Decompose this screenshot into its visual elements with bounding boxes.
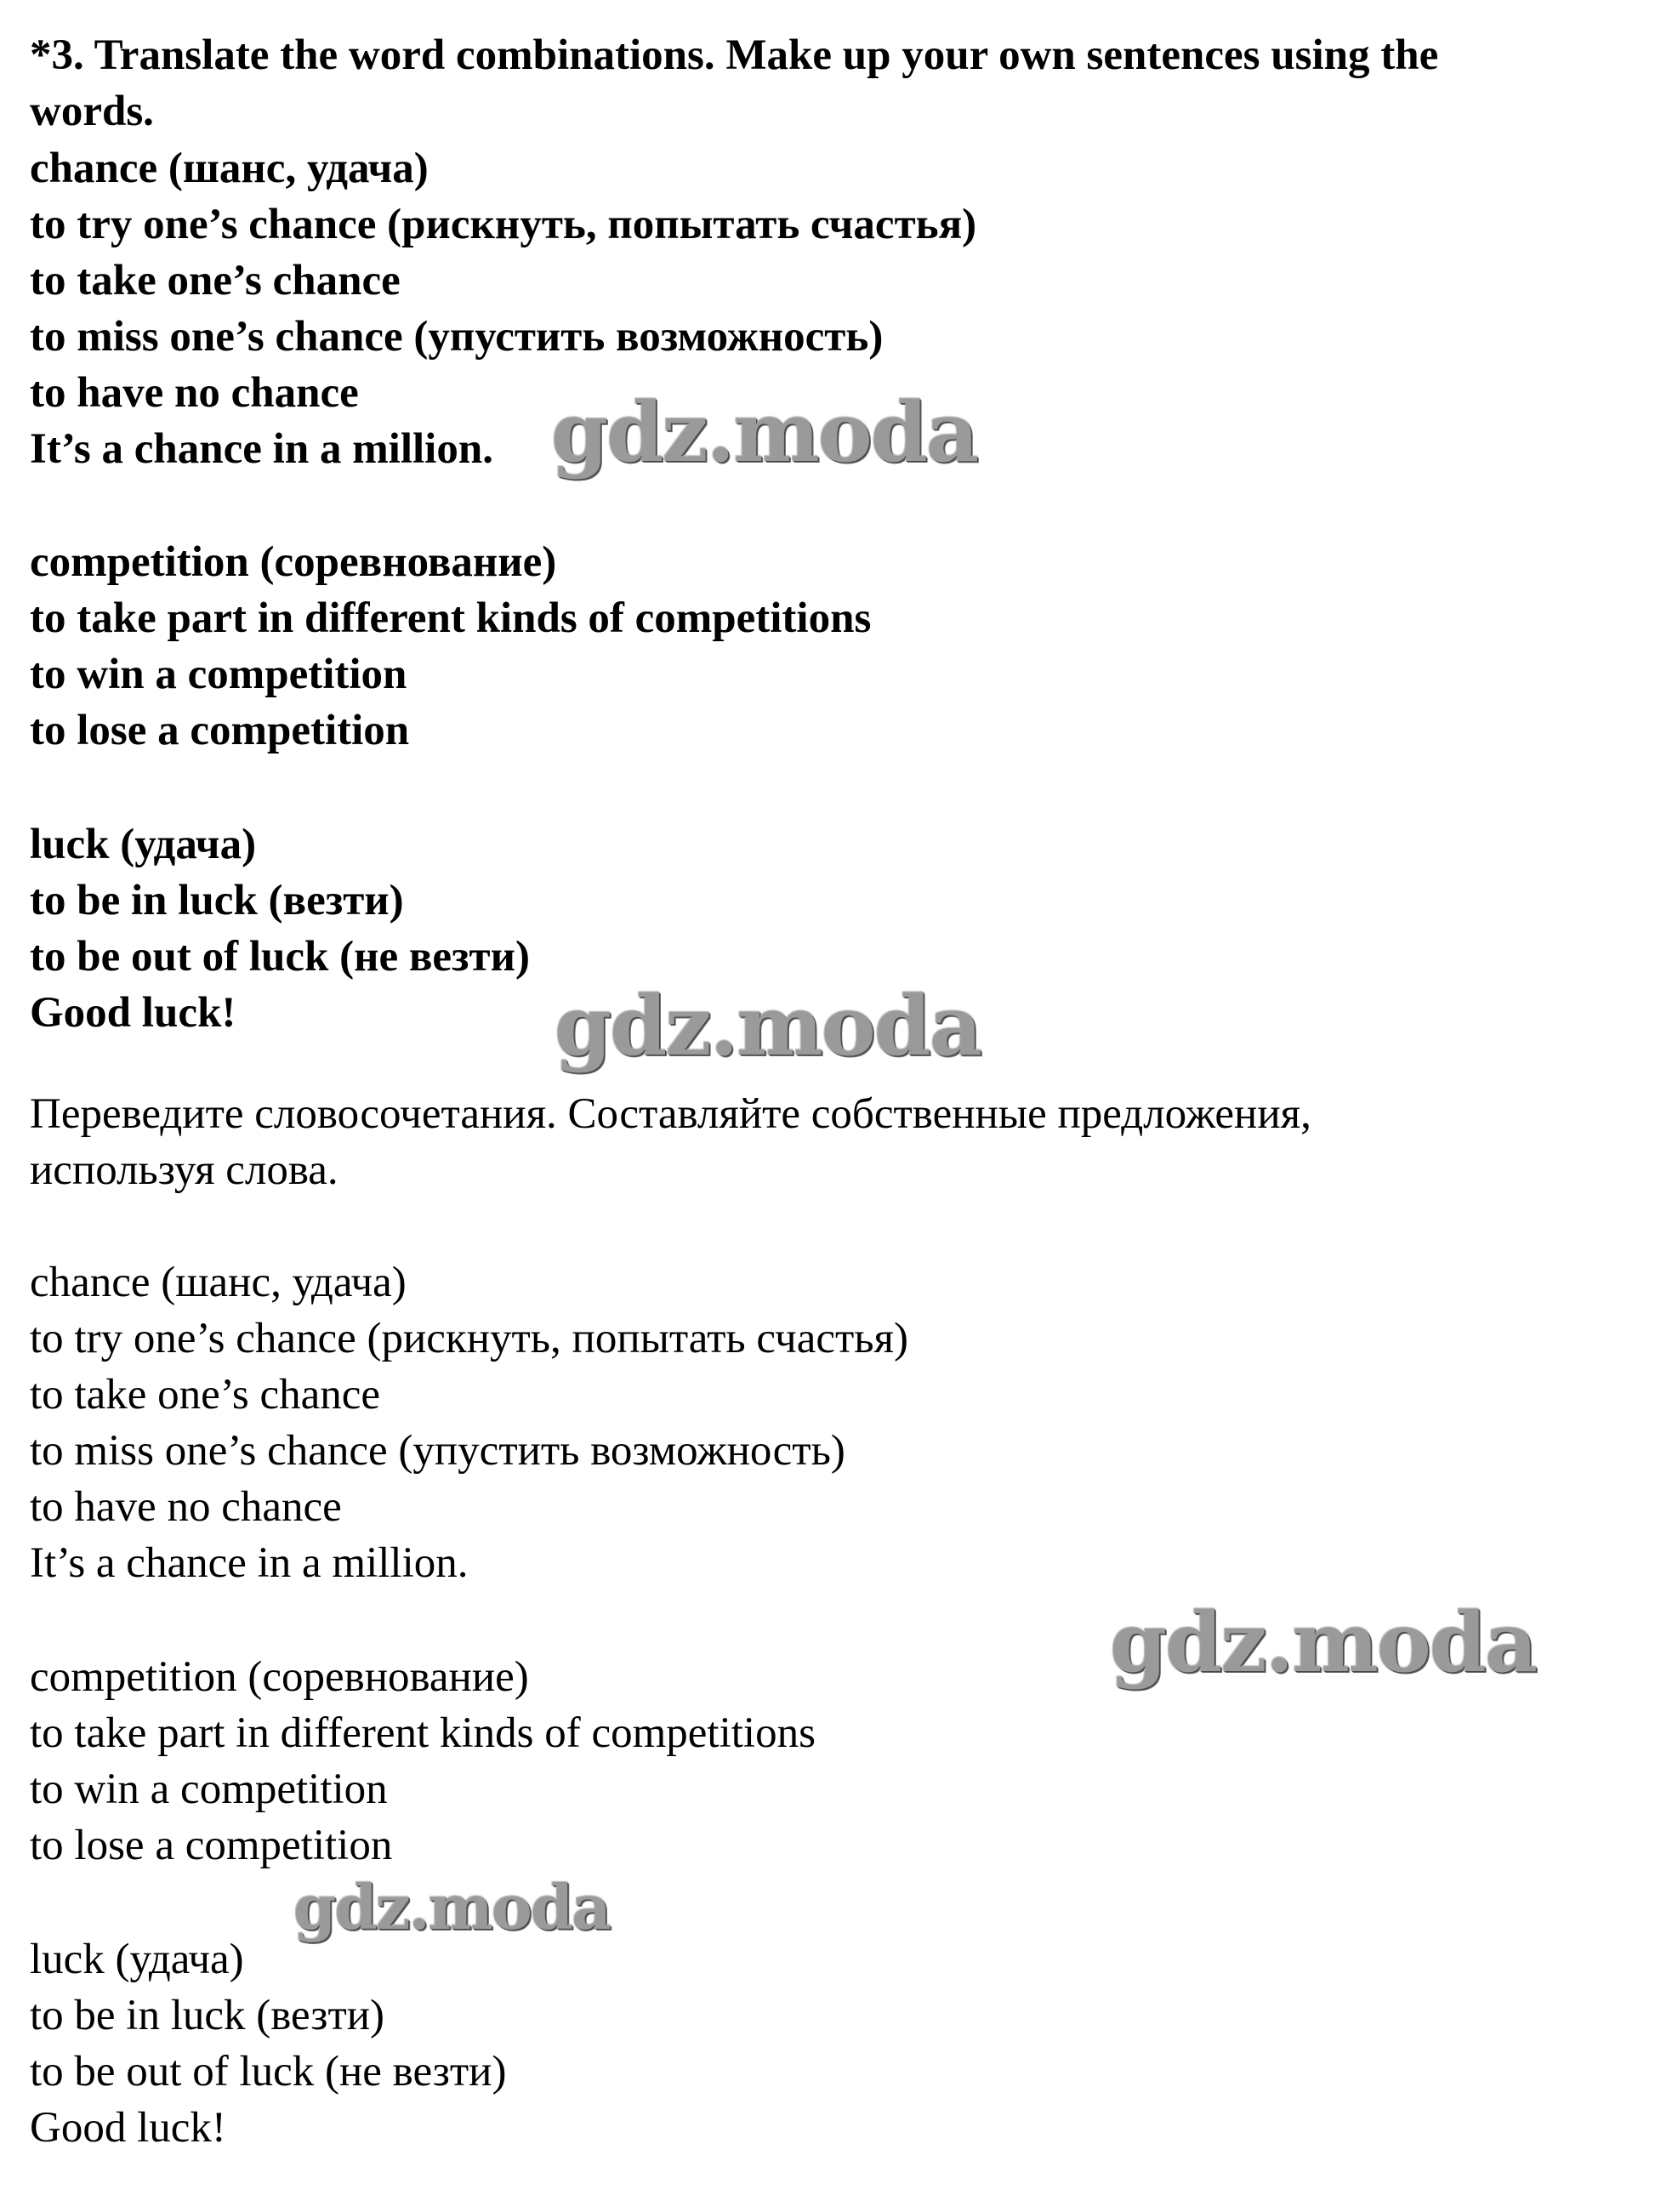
translation-instruction-line-1: Переведите словосочетания. Составляйте собственные предложения,	[30, 1090, 1311, 1138]
luck-line: Good luck!	[30, 2104, 226, 2152]
bold-luck-line: luck (удача)	[30, 821, 257, 868]
competition-line: to lose a competition	[30, 1822, 393, 1869]
luck-line: luck (удача)	[30, 1936, 244, 1983]
competition-line: to take part in different kinds of competitions	[30, 1709, 816, 1757]
competition-line: to win a competition	[30, 1766, 388, 1813]
watermark-logo: gdz.moda	[551, 384, 978, 480]
competition-line: competition (соревнование)	[30, 1653, 529, 1701]
bold-luck-line: Good luck!	[30, 989, 236, 1037]
chance-line: to try one’s chance (рискнуть, попытать счастья)	[30, 1315, 908, 1362]
chance-line: It’s a chance in a million.	[30, 1539, 469, 1587]
bold-luck-line: to be in luck (везти)	[30, 877, 404, 924]
bold-competition-line: to win a competition	[30, 651, 407, 698]
bold-chance-line: to take one’s chance	[30, 257, 401, 304]
bold-chance-line: to have no chance	[30, 369, 359, 417]
translation-instruction-line-2: используя слова.	[30, 1146, 338, 1194]
bold-chance-line: chance (шанс, удача)	[30, 145, 429, 192]
chance-line: to have no chance	[30, 1483, 342, 1531]
chance-line: to take one’s chance	[30, 1371, 381, 1419]
bold-chance-line: It’s a chance in a million.	[30, 425, 493, 473]
watermark-logo: gdz.moda	[1110, 1595, 1537, 1691]
luck-line: to be in luck (везти)	[30, 1992, 385, 2039]
chance-line: chance (шанс, удача)	[30, 1259, 407, 1306]
watermark-logo: gdz.moda	[293, 1871, 610, 1943]
bold-chance-line: to miss one’s chance (упустить возможность)	[30, 313, 884, 361]
exercise-heading-line-2: words.	[30, 88, 154, 135]
chance-line: to miss one’s chance (упустить возможность)	[30, 1427, 845, 1475]
bold-competition-line: to take part in different kinds of competitions	[30, 594, 872, 642]
bold-luck-line: to be out of luck (не везти)	[30, 933, 530, 981]
bold-competition-line: competition (соревнование)	[30, 538, 557, 586]
exercise-heading-line-1: *3. Translate the word combinations. Make up your own sentences using the	[30, 31, 1439, 79]
bold-chance-line: to try one’s chance (рискнуть, попытать счастья)	[30, 201, 977, 248]
bold-competition-line: to lose a competition	[30, 707, 410, 754]
luck-line: to be out of luck (не везти)	[30, 2048, 507, 2095]
watermark-logo: gdz.moda	[555, 978, 981, 1074]
